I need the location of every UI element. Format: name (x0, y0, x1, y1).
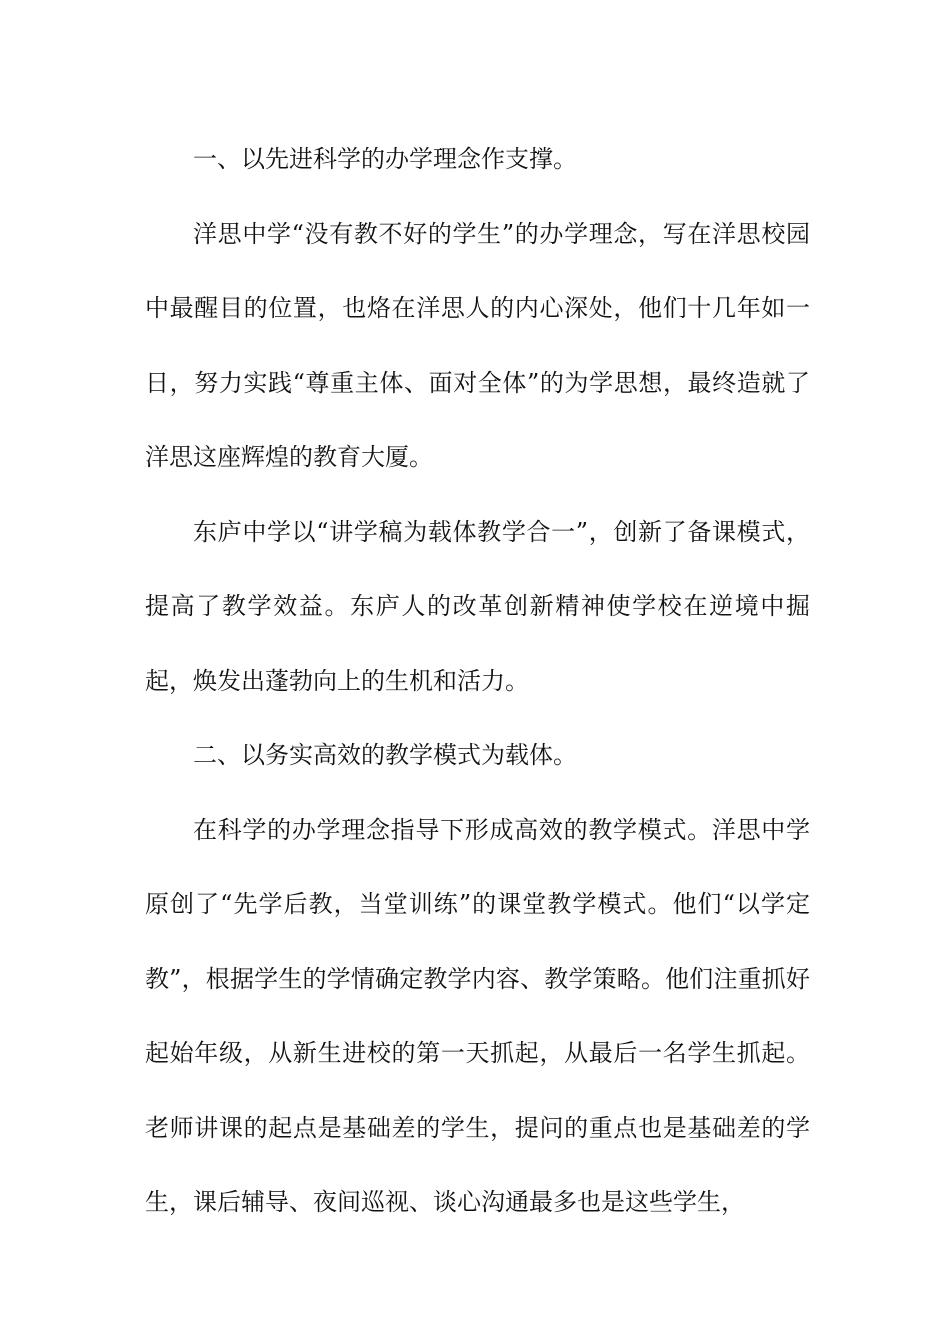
document-body (145, 122, 810, 1240)
heading-section-one: 一、以先进科学的办学理念作支撑。 (193, 145, 577, 173)
heading-section-two: 二、以务实高效的教学模式为载体。 (193, 741, 577, 769)
paragraph-donglu-innovation: 东庐中学以“讲学稿为载体教学合一”，创新了备课模式，提高了教学效益。东庐人的改革创新精神使学校在逆境中掘起，焕发出蓬勃向上的生机和活力。 (145, 517, 810, 695)
paragraph-yangsi-philosophy: 洋思中学“没有教不好的学生”的办学理念，写在洋思校园中最醒目的位置，也烙在洋思人的内心深处，他们十几年如一日，努力实践“尊重主体、面对全体”的为学思想，最终造就了洋思这座辉煌的教育大厦。 (145, 219, 810, 471)
paragraph-teaching-model: 在科学的办学理念指导下形成高效的教学模式。洋思中学原创了“先学后教，当堂训练”的课堂教学模式。他们“以学定教”，根据学生的学情确定教学内容、教学策略。他们注重抓好起始年级，从新生进校的第一天抓起，从最后一名学生抓起。老师讲课的起点是基础差的学生，提问的重点也是基础差的学生，课后辅导、夜间巡视、谈心沟通最多也是这些学生， (145, 815, 810, 1216)
